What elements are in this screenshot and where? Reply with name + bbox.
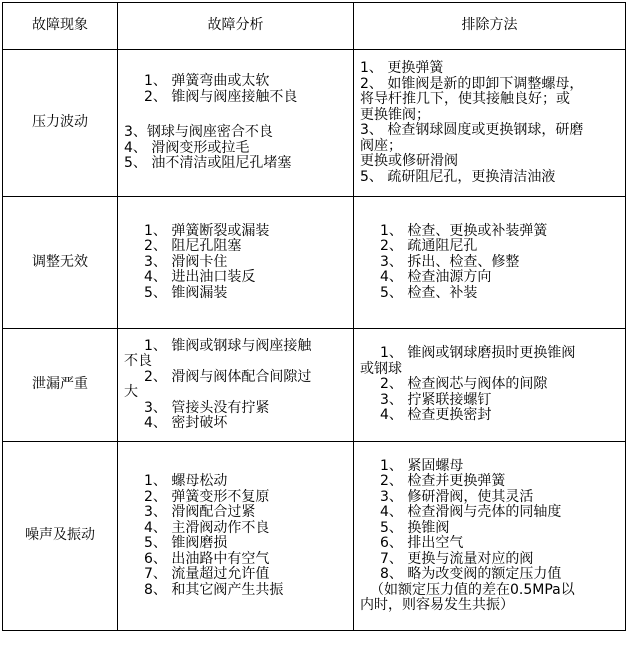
header-symptom: 故障现象 [3,3,118,50]
analysis-cell [118,197,354,329]
remedy-line: 8、 略为改变阀的额定压力值 [380,566,562,582]
analysis-line: 3、 滑阀卡住 [144,253,228,270]
remedy-line: 1、 更换弹簧 [360,60,444,76]
remedy-line: 或钢球 [360,360,402,377]
remedy-line: 4、 检查更换密封 [380,407,492,424]
analysis-line: 5、 锥阀漏装 [144,284,228,301]
symptom-cell: 调整无效 [3,197,118,329]
remedy-line: 7、 更换与流量对应的阀 [380,550,534,567]
remedy-line: 5、 疏研阻尼孔，更换清洁油液 [360,168,556,185]
symptom-cell: 泄漏严重 [3,329,118,442]
remedy-line: 阀座； [360,137,402,154]
remedy-line: 2、 检查并更换弹簧 [380,473,506,489]
header-analysis: 故障分析 [118,3,354,50]
remedy-line: 4、 检查滑阀与壳体的同轴度 [380,504,562,520]
remedy-cell [354,197,626,329]
remedy-line: 将导杆推几下，使其接触良好；或 [360,91,570,107]
remedy-line: 3、 拆出、检查、修整 [380,253,520,270]
analysis-line: 5、 锥阀磨损 [144,535,228,551]
remedy-line: 3、 检查钢球圆度或更换钢球，研磨 [360,122,584,138]
remedy-cell [354,442,626,631]
remedy-line: 更换或修研滑阀 [360,153,458,169]
analysis-line: 3、钢球与阀座密合不良 [124,124,273,141]
remedy-line: 6、 排出空气 [380,535,464,551]
analysis-line: 7、 流量超过允许值 [144,566,270,582]
analysis-line: 1、 弹簧断裂或漏装 [144,222,270,239]
analysis-line: 2、 锥阀与阀座接触不良 [144,88,298,105]
remedy-line: 2、 如锥阀是新的即卸下调整螺母， [360,75,584,92]
header-remedy: 排除方法 [354,3,626,50]
header-row [3,3,626,50]
remedy-cell [354,50,626,197]
analysis-line: 1、 弹簧弯曲或太软 [144,73,270,90]
analysis-line: 2、 阻尼孔阻塞 [144,238,242,255]
analysis-line: 4、 滑阀变形或拉毛 [124,139,250,156]
analysis-line: 4、 主滑阀动作不良 [144,519,270,536]
symptom-cell: 压力波动 [3,50,118,197]
analysis-line: 4、 进出油口装反 [144,269,256,286]
remedy-line: 3、 修研滑阀，使其灵活 [380,488,534,505]
fault-table [2,2,626,631]
table-row [3,50,626,197]
analysis-line: 大 [124,384,138,400]
analysis-line: 2、 弹簧变形不复原 [144,488,270,505]
remedy-line: 1、 紧固螺母 [380,457,464,474]
remedy-line: 2、 检查阀芯与阀体的间隙 [380,376,548,393]
remedy-line: 5、 检查、补装 [380,284,478,301]
remedy-line: 3、 拧紧联接螺钉 [380,391,492,408]
remedy-line: 2、 疏通阻尼孔 [380,238,478,255]
analysis-cell [118,442,354,631]
remedy-cell [354,329,626,442]
analysis-cell [118,329,354,442]
analysis-line: 4、 密封破坏 [144,415,228,431]
analysis-line: 8、 和其它阀产生共振 [144,581,284,598]
remedy-line: 5、 换锥阀 [380,519,450,536]
table-row [3,329,626,442]
table-row [3,442,626,631]
analysis-cell [118,50,354,197]
analysis-line: 6、 出油路中有空气 [144,550,270,567]
analysis-line: 1、 螺母松动 [144,473,228,489]
symptom-cell: 噪声及振动 [3,442,118,631]
analysis-line: 3、 管接头没有拧紧 [144,399,270,416]
remedy-line: 4、 检查油源方向 [380,269,492,286]
remedy-line: 1、 锥阀或钢球磨损时更换锥阀 [380,345,576,362]
remedy-line: 1、 检查、更换或补装弹簧 [380,222,548,239]
analysis-line: 不良 [124,353,152,369]
analysis-line: 5、 油不清洁或阻尼孔堵塞 [124,155,292,172]
analysis-line: 3、 滑阀配合过紧 [144,504,256,520]
analysis-line: 1、 锥阀或钢球与阀座接触 [144,337,312,354]
table-row [3,197,626,329]
remedy-line: （如额定压力值的差在0.5MPa以 [370,581,575,598]
remedy-line: 更换锥阀； [360,106,430,123]
analysis-line: 2、 滑阀与阀体配合间隙过 [144,368,312,385]
remedy-line: 内时，则容易发生共振） [360,597,514,613]
